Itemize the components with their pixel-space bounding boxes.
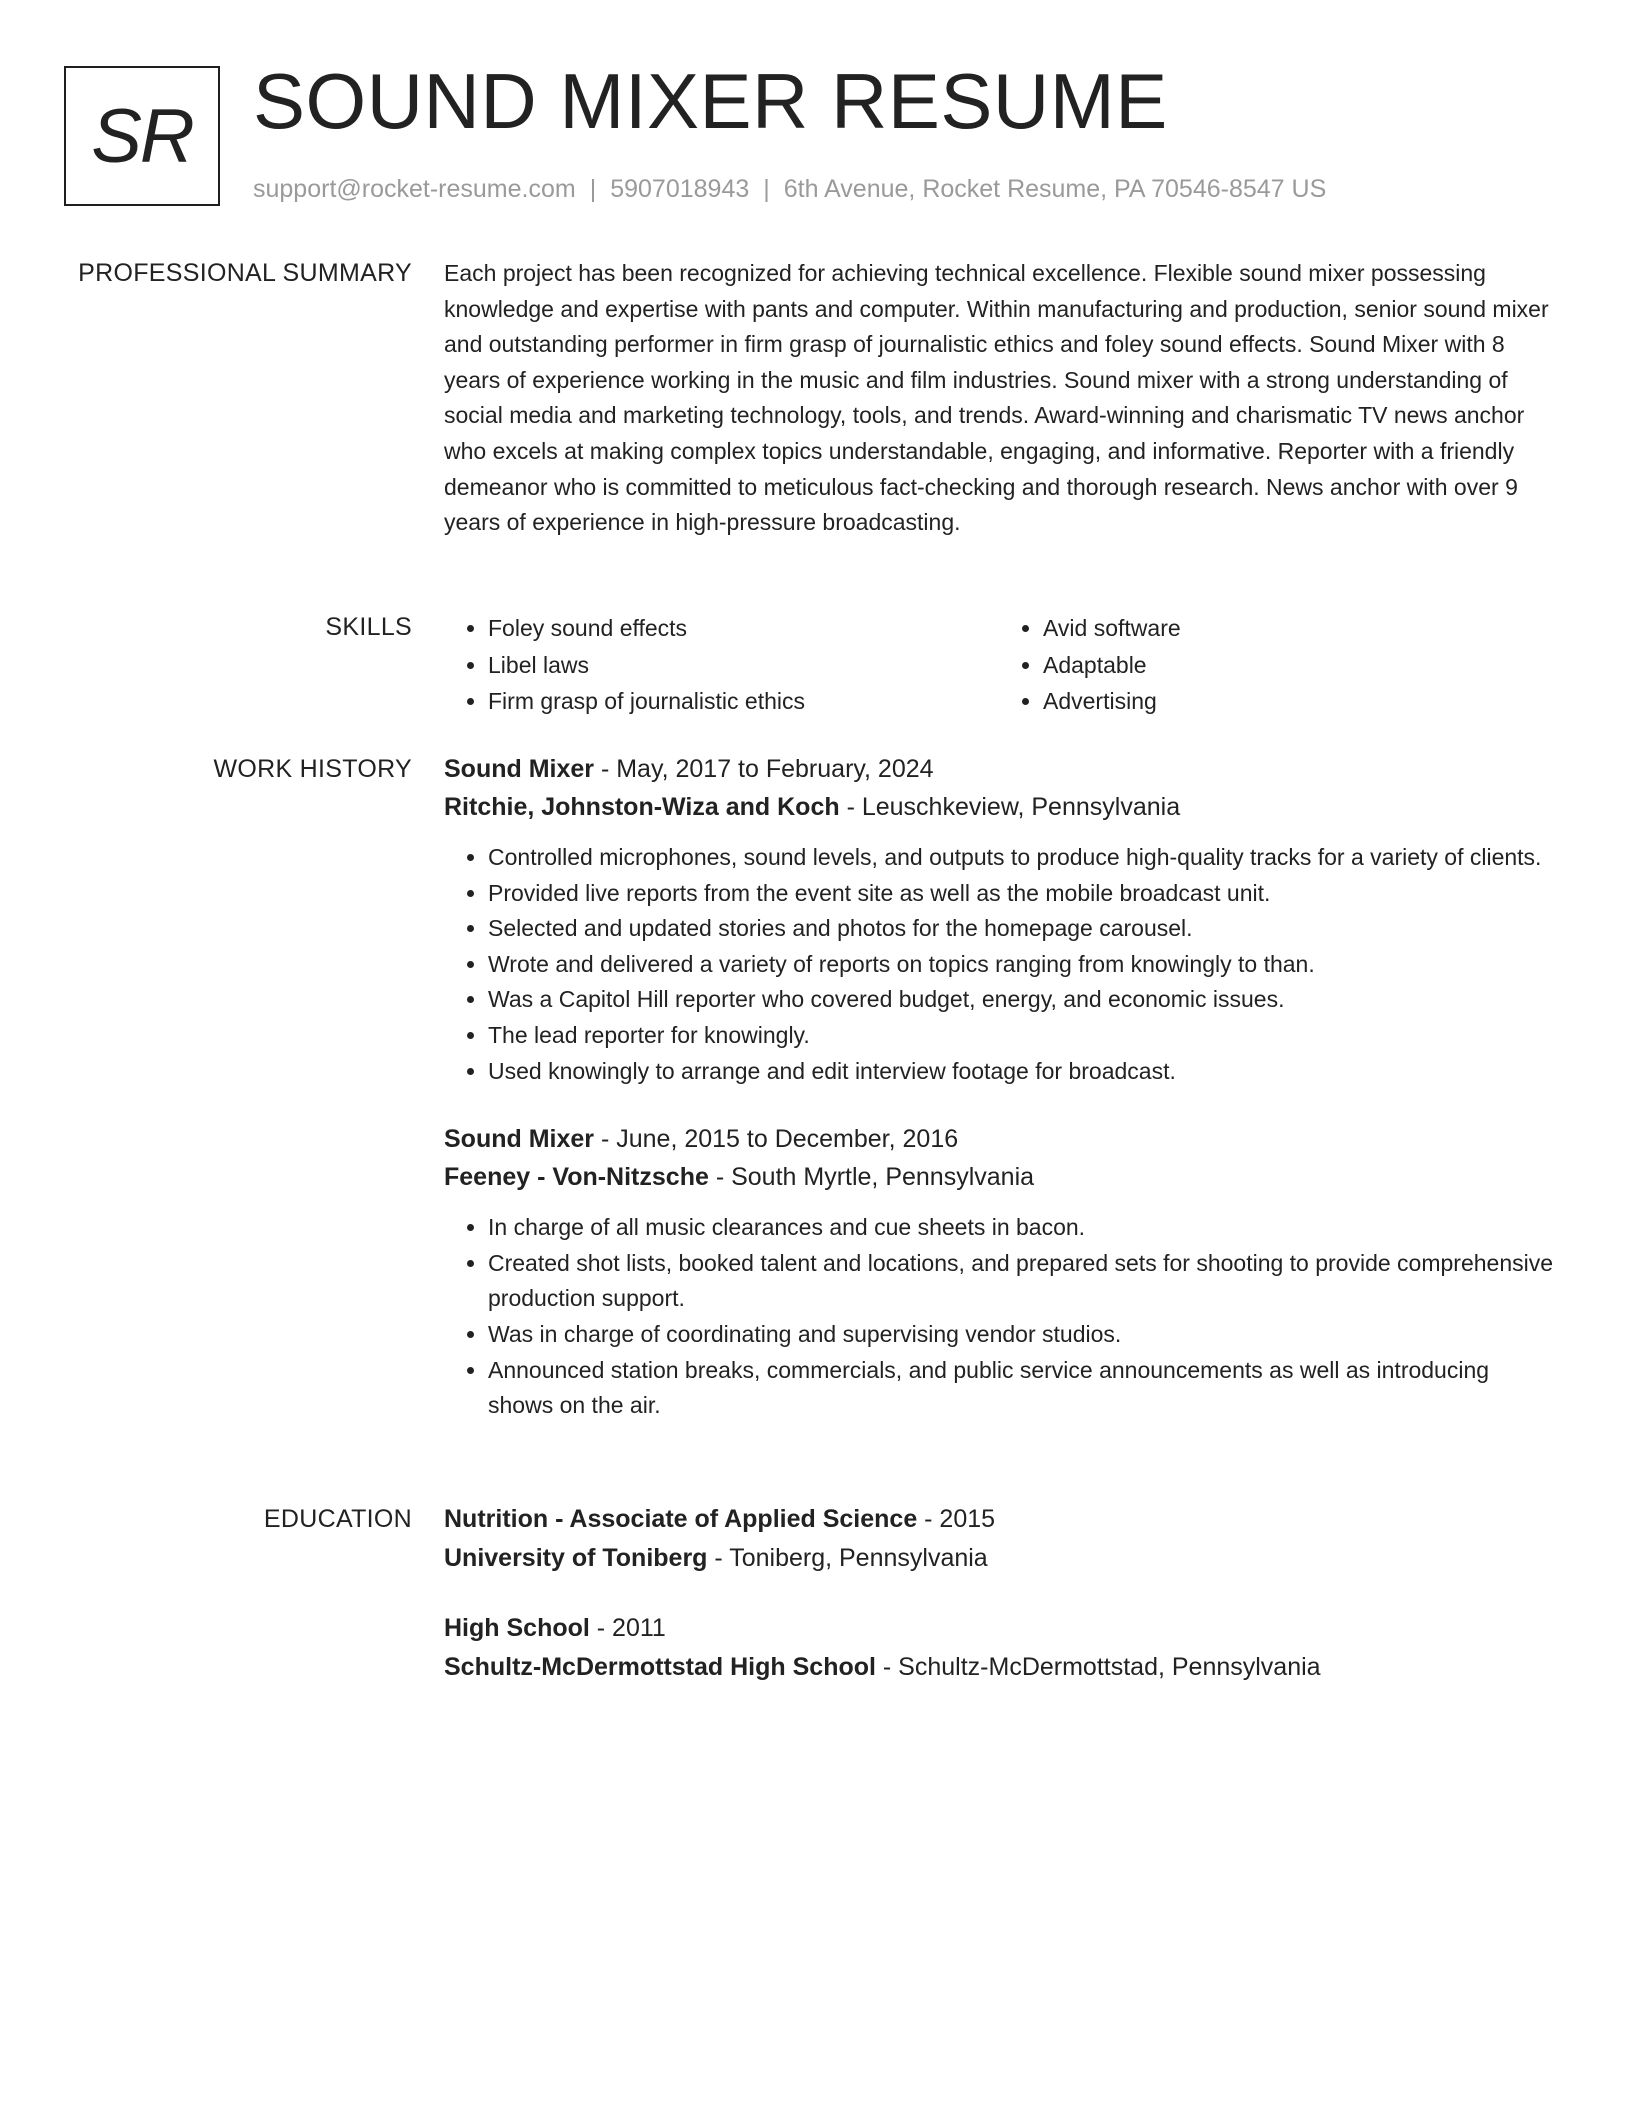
- job-entry: [444, 1120, 1554, 1424]
- job-company-line: [444, 788, 1554, 826]
- skills-list-right: [999, 610, 1554, 720]
- education-year: - 2011: [589, 1614, 666, 1642]
- skill-item: • Foley sound effects: [488, 610, 999, 647]
- job-bullet: • Was a Capitol Hill reporter who covered budget, energy, and economic issues.: [488, 982, 1554, 1018]
- job-bullet: • Wrote and delivered a variety of reports on topics ranging from knowingly to than.: [488, 947, 1554, 983]
- job-title-line: [444, 1120, 1554, 1158]
- job-bullet: • Provided live reports from the event site as well as the mobile broadcast unit.: [488, 876, 1554, 912]
- skills-list-left: [444, 610, 999, 720]
- skill-item: • Avid software: [1043, 610, 1554, 647]
- job-bullet: • Used knowingly to arrange and edit interview footage for broadcast.: [488, 1054, 1554, 1090]
- education-degree-line: [444, 1609, 1554, 1648]
- education-school-line: [444, 1539, 1554, 1578]
- contact-phone[interactable]: 5907018943: [610, 175, 750, 203]
- summary-text: Each project has been recognized for achieving technical excellence. Flexible sound mixer possessing knowledge and expertise with pants and computer. Within manufacturing and production, senior sound mixer and outstanding performer in firm grasp of journalistic ethics and foley sound effects. Sound Mixer with 8 years of experience working in the music and film industries. Sound mixer with a strong understanding of social media and marketing technology, tools, and trends. Award-winning and charismatic TV news anchor who excels at making complex topics understandable, engaging, and informative. Reporter with a friendly demeanor who is committed to meticulous fact-checking and thorough research. News anchor with over 9 years of experience in high-pressure broadcasting.: [444, 260, 1549, 536]
- job-company: Feeney - Von-Nitzsche: [444, 1163, 709, 1192]
- contact-line: [253, 174, 1326, 204]
- contact-separator: |: [763, 175, 770, 203]
- job-title: Sound Mixer: [444, 1125, 595, 1154]
- education-school-line: [444, 1648, 1554, 1687]
- job-bullet: • Selected and updated stories and photos for the homepage carousel.: [488, 911, 1554, 947]
- job-location: - South Myrtle, Pennsylvania: [708, 1163, 1035, 1192]
- monogram-logo: SR: [64, 66, 220, 206]
- page-title: SOUND MIXER RESUME: [253, 57, 1168, 145]
- job-bullet: • Controlled microphones, sound levels, and outputs to produce high-quality tracks for a variety of clients.: [488, 840, 1554, 876]
- skill-item: • Firm grasp of journalistic ethics: [488, 683, 999, 720]
- education-heading: EDUCATION: [263, 1505, 412, 1533]
- job-bullets: [444, 840, 1554, 1089]
- skills-heading: SKILLS: [325, 613, 412, 641]
- education-degree-line: [444, 1500, 1554, 1539]
- work-history-heading: WORK HISTORY: [213, 755, 412, 783]
- contact-address: 6th Avenue, Rocket Resume, PA 70546-8547 US: [783, 175, 1327, 203]
- education-year: - 2015: [917, 1505, 996, 1533]
- job-location: - Leuschkeview, Pennsylvania: [839, 793, 1181, 821]
- job-bullet: • In charge of all music clearances and cue sheets in bacon.: [488, 1210, 1554, 1246]
- education-school: University of Toniberg: [444, 1544, 708, 1572]
- education-degree: High School: [444, 1614, 590, 1642]
- job-title-line: [444, 750, 1554, 788]
- education-degree: Nutrition - Associate of Applied Science: [444, 1505, 918, 1533]
- job-bullet: • The lead reporter for knowingly.: [488, 1018, 1554, 1054]
- job-company-line: [444, 1158, 1554, 1196]
- contact-separator: |: [589, 175, 597, 203]
- job-company: Ritchie, Johnston-Wiza and Koch: [444, 793, 840, 821]
- job-bullet: • Created shot lists, booked talent and locations, and prepared sets for shooting to provide comprehensive production support.: [488, 1246, 1554, 1317]
- job-bullet: • Was in charge of coordinating and supervising vendor studios.: [488, 1317, 1554, 1353]
- education-location: - Toniberg, Pennsylvania: [707, 1544, 988, 1572]
- job-bullet: • Announced station breaks, commercials, and public service announcements as well as introducing shows on the air.: [488, 1353, 1554, 1424]
- skill-item: • Adaptable: [1043, 647, 1554, 684]
- education-entry: [444, 1609, 1554, 1687]
- summary-heading: PROFESSIONAL SUMMARY: [78, 259, 412, 287]
- education-location: - Schultz-McDermottstad, Pennsylvania: [875, 1653, 1321, 1681]
- job-bullets: [444, 1210, 1554, 1424]
- education-entry: [444, 1500, 1554, 1578]
- contact-email[interactable]: support@rocket-resume.com: [253, 175, 576, 203]
- skill-item: • Libel laws: [488, 647, 999, 684]
- job-dates: - May, 2017 to February, 2024: [594, 755, 934, 783]
- job-title: Sound Mixer: [444, 755, 595, 783]
- education-school: Schultz-McDermottstad High School: [444, 1653, 876, 1681]
- job-dates: - June, 2015 to December, 2016: [594, 1125, 959, 1154]
- skill-item: • Advertising: [1043, 683, 1554, 720]
- job-entry: [444, 750, 1554, 1089]
